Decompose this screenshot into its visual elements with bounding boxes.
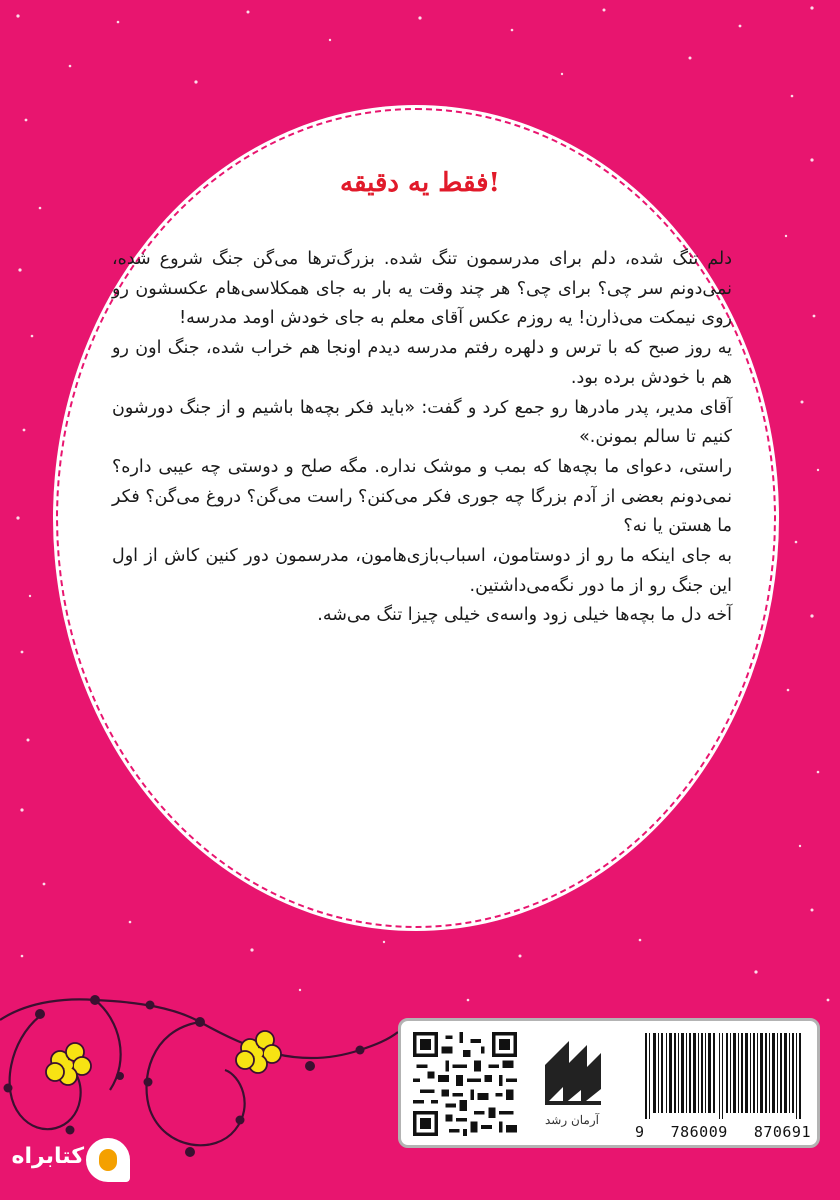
- page-title: فقط یه دقیقه!: [340, 168, 500, 198]
- isbn-barcode: [635, 1031, 811, 1143]
- barcode-bars: [635, 1031, 811, 1119]
- qr-code-icon: [413, 1031, 517, 1137]
- story-text: [112, 245, 732, 631]
- publisher-name: آرمان رشد: [545, 1113, 599, 1127]
- isbn-digits-right: 870691: [753, 1123, 811, 1141]
- watermark-text: کتابراه: [11, 1144, 84, 1169]
- story-paragraph: آقای مدیر، پدر مادرها رو جمع کرد و گفت: «باید فکر بچه‌ها باشیم و از جنگ دورشون کنیم تا سالم بمونن.»: [112, 397, 732, 448]
- isbn-number: [635, 1123, 811, 1141]
- yellow-flower-icon: [46, 1043, 91, 1085]
- story-paragraph: آخه دل ما بچه‌ها خیلی زود واسه‌ی خیلی چیزا تنگ می‌شه.: [317, 605, 732, 626]
- back-cover-info-box: [398, 1018, 820, 1148]
- yellow-flower-icon: [236, 1031, 281, 1073]
- story-paragraph: یه روز صبح که با ترس و دلهره رفتم مدرسه دیدم اونجا هم خراب شده، جنگ اون رو هم با خودش برده بود.: [112, 338, 732, 388]
- isbn-prefix-digit: 9: [635, 1123, 645, 1141]
- ketabrah-watermark: [6, 1136, 132, 1186]
- story-paragraph: به جای اینکه ما رو از دوستامون، اسباب‌بازی‌هامون، مدرسمون دور کنین کاش از اول این جنگ رو از ما دور نگه‌می‌داشتین.: [112, 546, 732, 596]
- isbn-digits-left: 786009: [670, 1123, 728, 1141]
- book-logo-icon: [539, 1035, 605, 1109]
- ketabrah-logo-icon: [86, 1138, 130, 1182]
- publisher-logo: [527, 1035, 617, 1139]
- story-paragraph: دلم تنگ شده، دلم برای مدرسمون تنگ شده. بزرگ‌ترها می‌گن جنگ شروع شده، نمی‌دونم سر چی؟ برای چی؟ هر چند وقت یه بار به جای همکلاسی‌هام عکسشون رو روی نیمکت می‌ذارن! یه روزم عکس آقای معلم به جای خودش اومد مدرسه!: [112, 249, 732, 329]
- story-paragraph: راستی، دعوای ما بچه‌ها که بمب و موشک نداره. مگه صلح و دوستی چه عیبی داره؟ نمی‌دونم بعضی از آدم بزرگا چه جوری فکر می‌کنن؟ راست می‌گن؟ دروغ می‌گن؟ فکر ما هستن یا نه؟: [112, 456, 732, 537]
